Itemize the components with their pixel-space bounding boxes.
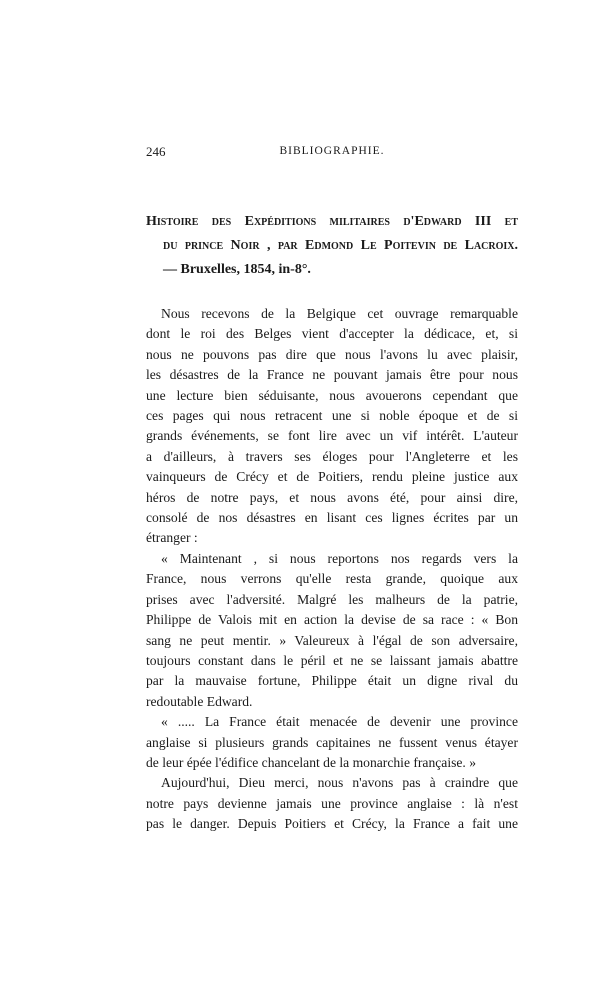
text-line: étranger :	[146, 530, 198, 546]
text-line: par la mauvaise fortune, Philippe était un digne rival du	[146, 673, 518, 689]
text-line: a d'ailleurs, à travers ses éloges pour l'Angleterre et les	[146, 448, 518, 464]
text-line: sang ne peut mentir. » Valeureux à l'égal de son adversaire,	[146, 632, 518, 648]
text-line: héros de notre pays, et nous avons été, pour ainsi dire,	[146, 489, 518, 505]
text-line: grands événements, se font lire avec un vif intérêt. L'auteur	[146, 428, 518, 444]
text-line: « ..... La France était menacée de devenir une province	[161, 714, 518, 730]
citation-line: Histoire des Expéditions militaires d'Edward III et	[146, 214, 518, 229]
text-line: vainqueurs de Crécy et de Poitiers, rendu pleine justice aux	[146, 469, 518, 485]
citation-line: du prince Noir , par Edmond Le Poitevin de Lacroix.	[163, 238, 518, 253]
text-line: consolé de nos désastres en lisant ces lignes écrites par un	[146, 510, 518, 526]
page-header	[146, 144, 518, 162]
text-line: France, nous verrons qu'elle resta grande, quoique aux	[146, 571, 518, 587]
text-line: dont le roi des Belges vient d'accepter la dédicace, et, si	[146, 326, 518, 342]
text-line: Nous recevons de la Belgique cet ouvrage remarquable	[161, 306, 518, 321]
body-text	[146, 304, 518, 835]
text-line: de leur épée l'édifice chancelant de la monarchie française. »	[146, 754, 477, 770]
text-line: ces pages qui nous retracent une si noble époque et de si	[146, 408, 518, 424]
text-line: nous ne pouvons pas dire que nous l'avons lu avec plaisir,	[146, 346, 518, 362]
text-line: redoutable Edward.	[146, 693, 253, 709]
text-line: toujours constant dans le péril et ne se laissant jamais abattre	[146, 652, 518, 668]
text-line: anglaise si plusieurs grands capitaines ne fussent venus étayer	[146, 734, 518, 750]
running-title: BIBLIOGRAPHIE.	[279, 145, 385, 157]
text-line: une lecture bien séduisante, nous avouerons cependant que	[146, 387, 518, 403]
text-line: les désastres de la France ne pouvant jamais être pour nous	[146, 367, 518, 383]
text-line: prises avec l'adversité. Malgré les malheurs de la patrie,	[146, 591, 518, 607]
citation-line: — Bruxelles, 1854, in-8°.	[163, 262, 311, 277]
text-line: Philippe de Valois mit en action la devise de sa race : « Bon	[146, 612, 518, 628]
text-line: Aujourd'hui, Dieu merci, nous n'avons pas à craindre que	[161, 775, 518, 791]
page-number: 246	[146, 144, 166, 159]
text-line: pas le danger. Depuis Poitiers et Crécy, la France a fait une	[146, 816, 518, 832]
book-citation	[146, 210, 518, 282]
text-line: « Maintenant , si nous reportons nos regards vers la	[161, 550, 518, 566]
text-line: notre pays devienne jamais une province anglaise : là n'est	[146, 795, 518, 811]
